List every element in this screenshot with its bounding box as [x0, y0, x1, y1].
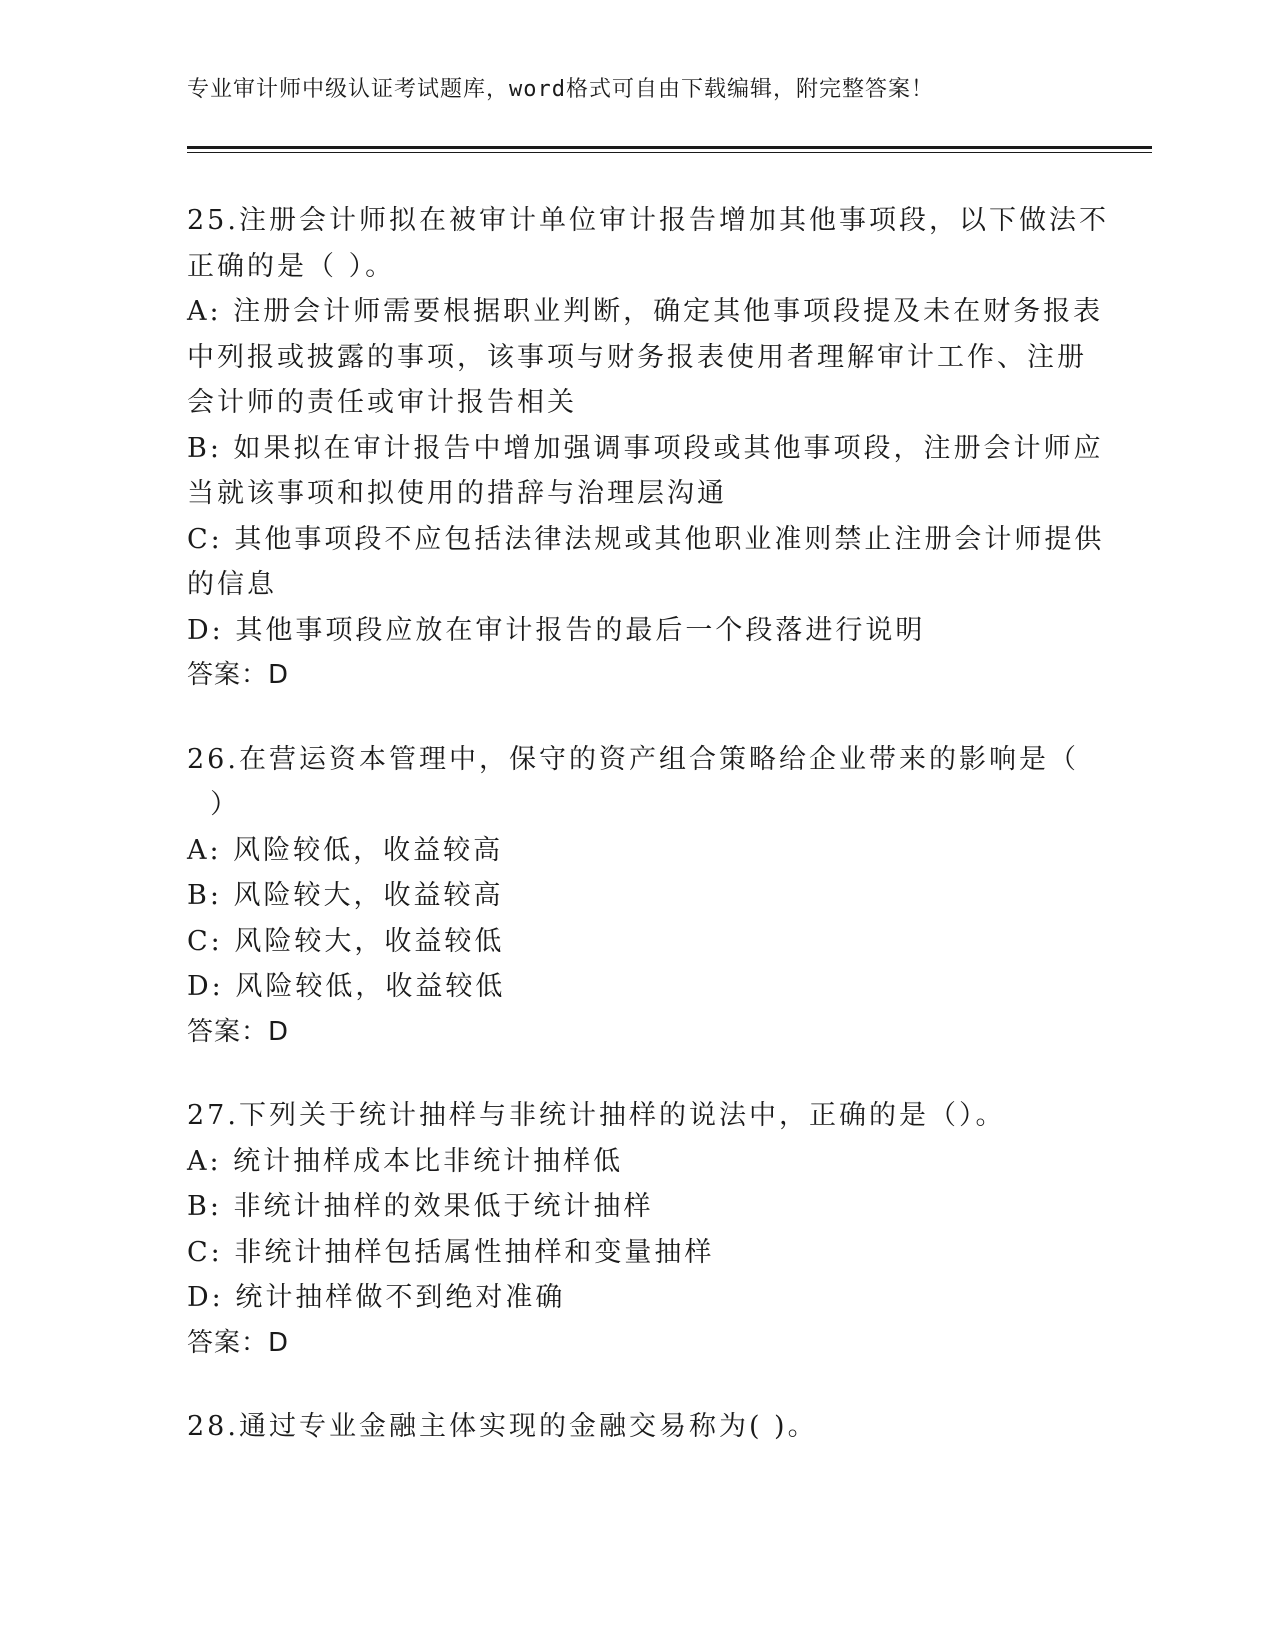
option-a: 中列报或披露的事项，该事项与财务报表使用者理解审计工作、注册 — [187, 341, 1087, 373]
question-25 — [187, 198, 1109, 699]
option-c: 的信息 — [187, 569, 277, 600]
question-26 — [187, 737, 1087, 1056]
option-c: C: 非统计抽样包括属性抽样和变量抽样 — [187, 1236, 715, 1268]
question-stem: 27.下列关于统计抽样与非统计抽样的说法中，正确的是（）。 — [187, 1100, 1006, 1131]
option-b: B: 非统计抽样的效果低于统计抽样 — [187, 1191, 654, 1222]
option-d: D: 其他事项段应放在审计报告的最后一个段落进行说明 — [187, 614, 926, 646]
question-28 — [187, 1404, 1087, 1450]
option-d: D: 统计抽样做不到绝对准确 — [187, 1282, 566, 1313]
question-stem: 26.在营运资本管理中，保守的资产组合策略给企业带来的影响是（ — [187, 743, 1079, 775]
question-27 — [187, 1093, 1087, 1366]
option-a: A: 风险较低，收益较高 — [187, 834, 504, 866]
question-stem: 正确的是（ ）。 — [187, 250, 396, 282]
option-c: C: 其他事项段不应包括法律法规或其他职业准则禁止注册会计师提供 — [187, 523, 1105, 555]
option-b: B: 如果拟在审计报告中增加强调事项段或其他事项段，注册会计师应 — [187, 432, 1104, 464]
option-a: 会计师的责任或审计报告相关 — [187, 387, 577, 418]
header-rule-thick — [187, 146, 1152, 149]
option-b: B: 风险较大，收益较高 — [187, 880, 504, 911]
question-stem: ） — [187, 789, 241, 820]
option-a: A: 注册会计师需要根据职业判断，确定其他事项段提及未在财务报表 — [187, 296, 1104, 327]
question-list — [187, 198, 1109, 1488]
answer-line: 答案：D — [187, 660, 290, 690]
page-header: 专业审计师中级认证考试题库，word格式可自由下载编辑，附完整答案！ — [187, 77, 934, 102]
answer-line: 答案：D — [187, 1016, 290, 1047]
option-a: A: 统计抽样成本比非统计抽样低 — [187, 1145, 624, 1177]
question-stem: 25.注册会计师拟在被审计单位审计报告增加其他事项段，以下做法不 — [187, 205, 1109, 236]
option-b: 当就该事项和拟使用的措辞与治理层沟通 — [187, 478, 727, 509]
header-rule-thin — [187, 152, 1152, 153]
option-d: D: 风险较低，收益较低 — [187, 971, 506, 1002]
question-stem: 28.通过专业金融主体实现的金融交易称为( )。 — [187, 1411, 818, 1442]
answer-line: 答案：D — [187, 1327, 290, 1358]
option-c: C: 风险较大，收益较低 — [187, 925, 505, 957]
